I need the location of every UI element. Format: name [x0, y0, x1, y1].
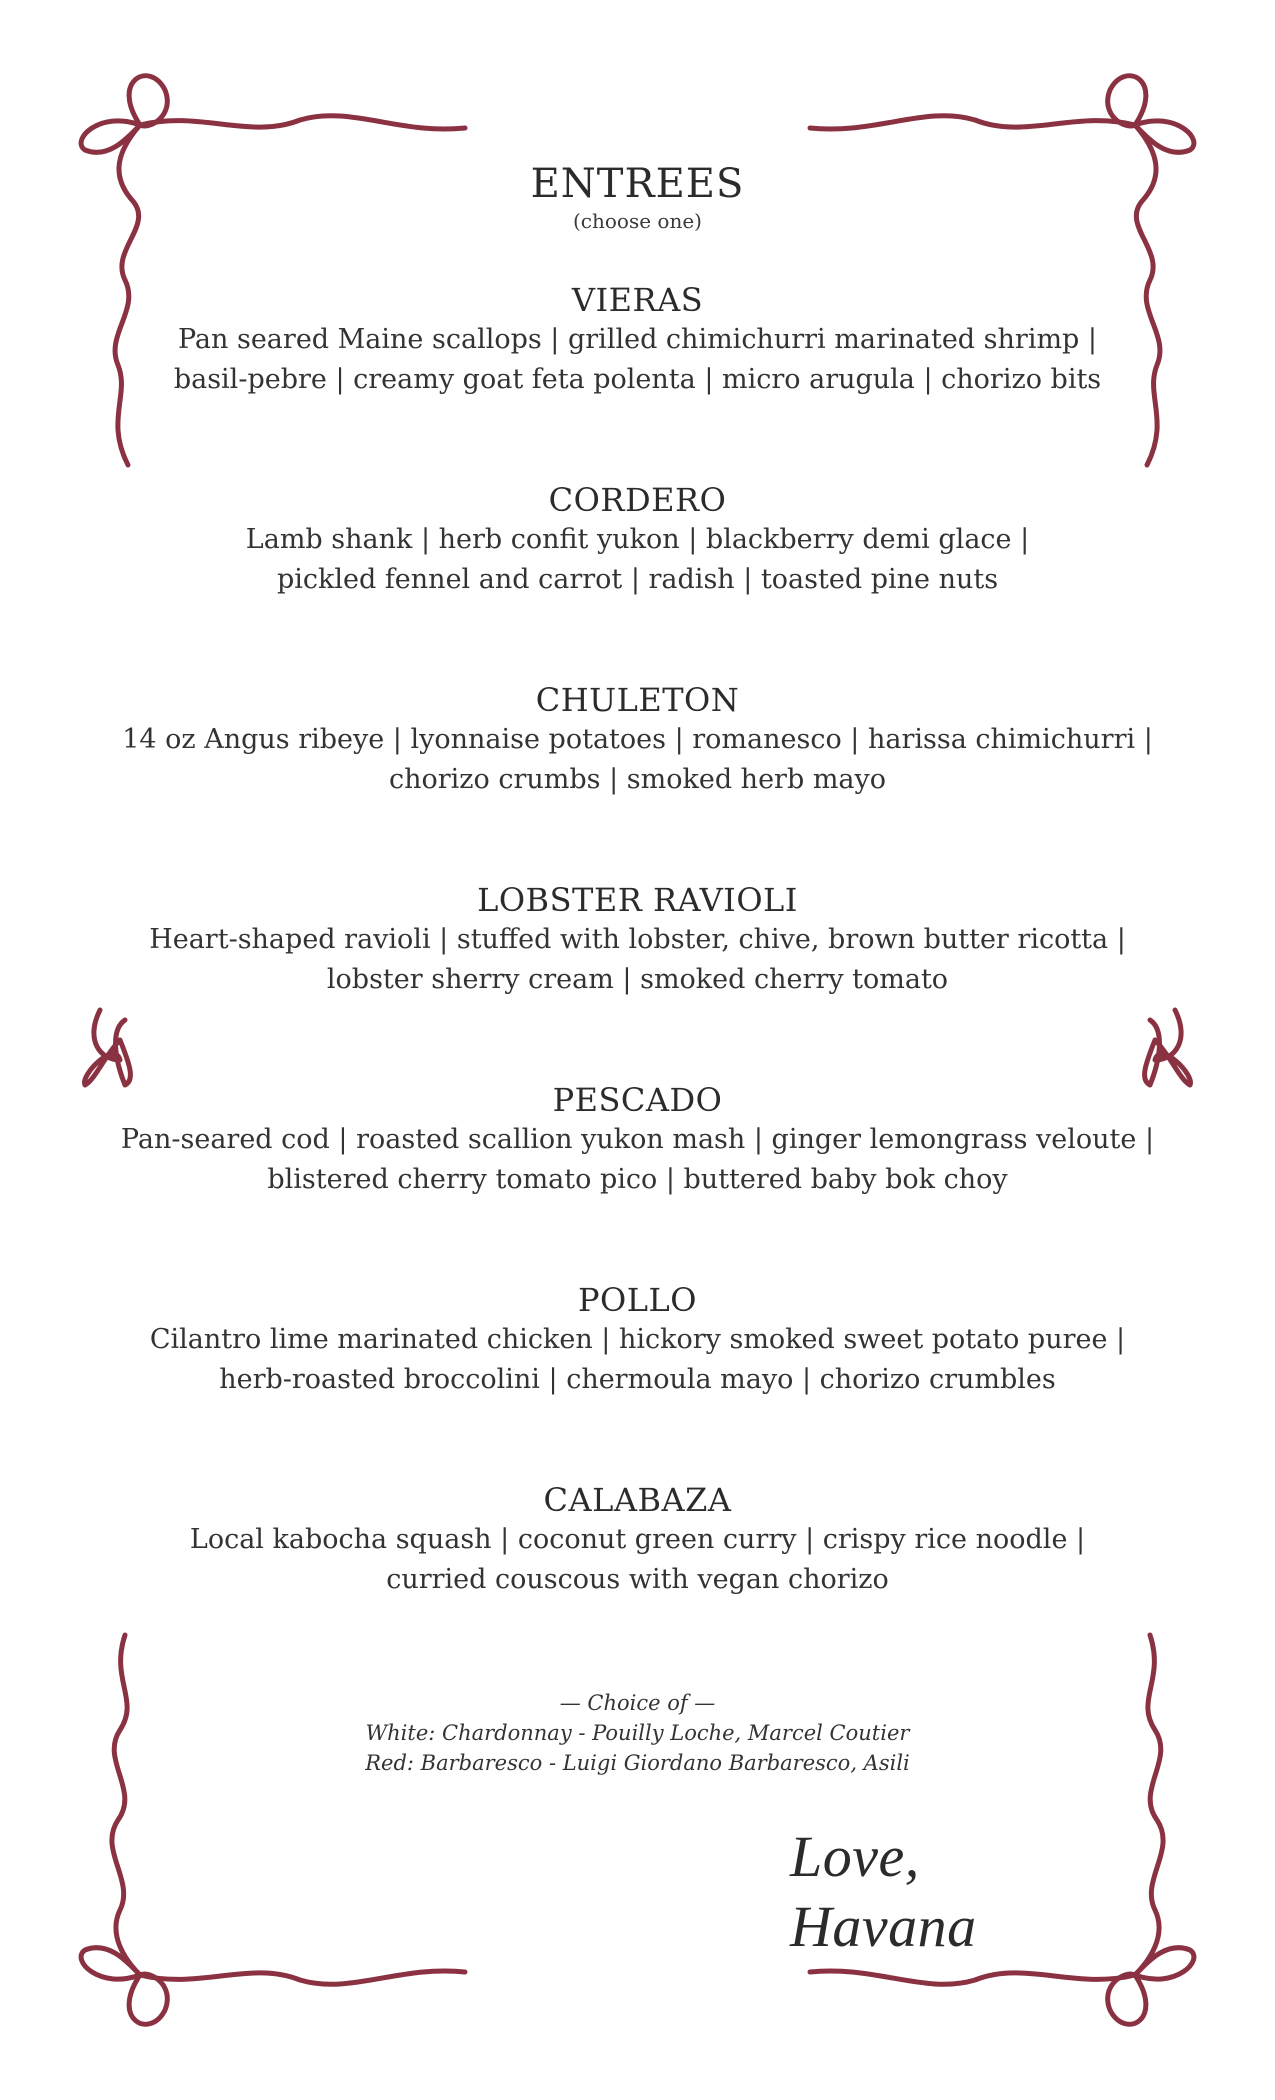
wine-heading: — Choice of — — [559, 1691, 716, 1715]
course-cordero — [0, 480, 1275, 600]
wine-white: White: Chardonnay - Pouilly Loche, Marcel Coutier — [365, 1721, 910, 1745]
course-description-line-2: curried couscous with vegan chorizo — [386, 1564, 889, 1595]
course-calabaza — [0, 1480, 1275, 1600]
course-description-line-2: basil-pebre | creamy goat feta polenta | micro arugula | chorizo bits — [173, 364, 1102, 395]
course-name: LOBSTER RAVIOLI — [477, 881, 798, 919]
course-description-line-2: chorizo crumbs | smoked herb mayo — [388, 764, 887, 795]
course-name: CALABAZA — [543, 1481, 732, 1519]
course-description-line-2: herb-roasted broccolini | chermoula mayo | chorizo crumbles — [219, 1364, 1056, 1395]
course-description-line-2: pickled fennel and carrot | radish | toasted pine nuts — [276, 564, 999, 595]
course-pollo — [0, 1280, 1275, 1400]
course-description-line-1: Pan seared Maine scallops | grilled chimichurri marinated shrimp | — [177, 324, 1098, 355]
course-name: POLLO — [578, 1281, 697, 1319]
course-name: CORDERO — [548, 481, 727, 519]
course-description-line-1: Cilantro lime marinated chicken | hickory smoked sweet potato puree | — [149, 1324, 1126, 1355]
ribbon-bow-middle-left — [85, 1010, 131, 1085]
ribbon-bow-middle-right — [1145, 1010, 1191, 1085]
course-pescado — [0, 1080, 1275, 1200]
course-description-line-2: blistered cherry tomato pico | buttered baby bok choy — [267, 1164, 1008, 1195]
wine-red: Red: Barbaresco - Luigi Giordano Barbaresco, Asili — [365, 1751, 910, 1775]
course-description-line-1: Lamb shank | herb confit yukon | blackberry demi glace | — [245, 524, 1030, 555]
course-description-line-1: Local kabocha squash | coconut green curry | crispy rice noodle | — [189, 1524, 1086, 1555]
course-lobster-ravioli — [0, 880, 1275, 1000]
signature: Love, Havana — [790, 1824, 977, 1959]
menu-header — [0, 160, 1275, 234]
course-description-line-1: Pan-seared cod | roasted scallion yukon mash | ginger lemongrass veloute | — [120, 1124, 1155, 1155]
course-vieras — [0, 280, 1275, 400]
course-description-line-2: lobster sherry cream | smoked cherry tomato — [326, 964, 949, 995]
course-description-line-1: Heart-shaped ravioli | stuffed with lobster, chive, brown butter ricotta | — [149, 924, 1126, 955]
course-description-line-1: 14 oz Angus ribeye | lyonnaise potatoes | romanesco | harissa chimichurri | — [122, 724, 1153, 755]
course-name: VIERAS — [571, 281, 704, 319]
course-name: CHULETON — [535, 681, 740, 719]
ribbon-bow-top-left — [81, 76, 465, 465]
page-title: ENTREES — [530, 161, 745, 207]
page-subtitle: (choose one) — [573, 209, 702, 233]
wine-pairing — [0, 1688, 1275, 1778]
ribbon-bow-top-right — [810, 76, 1194, 465]
course-chuleton — [0, 680, 1275, 800]
course-name: PESCADO — [552, 1081, 723, 1119]
